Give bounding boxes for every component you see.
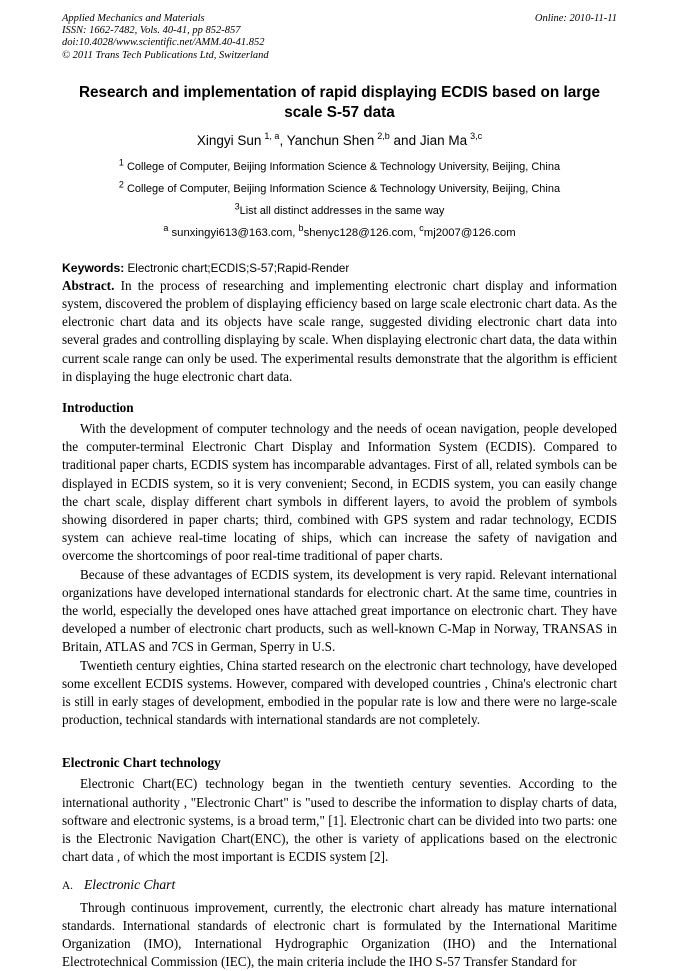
- affiliation-line: [62, 183, 617, 196]
- section-heading-electronic-chart-technology: Electronic Chart technology: [62, 754, 617, 771]
- affiliations-block: [62, 161, 617, 240]
- paragraph: Electronic Chart(EC) technology began in the twentieth century seventies. According to the international authority , "Electronic Chart" is "used to describe the information to display charts of data, software and electronic systems, is a broad term," [1]. Electronic chart can be divided into two parts: one is the Electronic Navigation Chart(ENC), the other is variety of applications based on the electronic chart data , of which the most important is ECDIS system [2].: [62, 775, 617, 866]
- author-name: and Jian Ma: [390, 133, 467, 148]
- affiliation-text: College of Computer, Beijing Information Science & Technology University, Beijing, China: [124, 161, 560, 173]
- abstract-text: In the process of researching and implementing electronic chart display and information system, discovered the problem of displaying efficiency based on large scale electronic chart data. As the electronic chart data and its objects have scale range, suggested dividing electronic chart data into several grades and controlling displaying by scale. When displaying electronic chart data, the data within current scale range can only be used. The experimental results demonstrate that the algorithm is efficient in displaying the huge electronic chart data.: [62, 278, 617, 384]
- email-address: mj2007@126.com: [424, 227, 516, 239]
- author-superscript: 1, a: [264, 131, 279, 141]
- author-superscript: 2,b: [377, 131, 390, 141]
- affiliation-line: [62, 161, 617, 174]
- subsection-heading: [62, 877, 617, 894]
- copyright-line: © 2011 Trans Tech Publications Ltd, Switzerland: [62, 50, 269, 62]
- affiliation-line: [62, 205, 617, 218]
- abstract: [62, 277, 617, 386]
- affiliation-text: List all distinct addresses in the same way: [240, 205, 445, 217]
- issn-line: ISSN: 1662-7482, Vols. 40-41, pp 852-857: [62, 25, 269, 37]
- author-name: Xingyi Sun: [197, 133, 262, 148]
- authors-line: [62, 132, 617, 150]
- journal-header: [62, 13, 617, 62]
- affiliation-superscript: 1: [119, 157, 124, 167]
- email-superscript: c: [419, 223, 424, 233]
- affiliation-superscript: 3: [235, 201, 240, 211]
- subsection-title: Electronic Chart: [84, 877, 175, 892]
- email-address: sunxingyi613@163.com,: [168, 227, 298, 239]
- keywords-line: [62, 261, 617, 276]
- paragraph: Through continuous improvement, currently, the electronic chart already has mature international standards. International standards of electronic chart is formulated by the International Maritime Organization (IMO), International Hydrographic Organization (IHO) and the International Electrotechnical Commission (IEC), the main criteria include the IHO S-57 Transfer Standard for: [62, 899, 617, 971]
- paragraph: With the development of computer technology and the needs of ocean navigation, people developed the computer-terminal Electronic Chart Display and Information System (ECDIS). Compared to traditional paper charts, ECDIS system has incomparable advantages. First of all, related symbols can be displayed in ECDIS system, so it is very convenient; Second, in ECDIS system, you can easily change the chart scale, display different chart symbols in different layers, to avoid the problem of symbols showing disordered in paper charts; third, combined with GPS system and radar technology, ECDIS system can achieve real-time locating of ships, which can increase the safety of navigation and overcome the shortcomings of poor real-time traditional of paper charts.: [62, 420, 617, 566]
- affiliation-text: College of Computer, Beijing Information Science & Technology University, Beijing, China: [124, 183, 560, 195]
- paragraph: Because of these advantages of ECDIS system, its development is very rapid. Relevant international organizations have developed international standards for electronic chart. At the same time, countries in the world, especially the developed ones have attached great importance on electronic chart. They have developed a number of electronic chart products, such as well-known C-Map in Norway, TRANSAS in Britain, ATLAS and 7CS in German, Sperry in U.S.: [62, 566, 617, 657]
- abstract-label: Abstract.: [62, 278, 114, 293]
- keywords-label: Keywords:: [62, 261, 124, 275]
- paper-title: Research and implementation of rapid displaying ECDIS based on large scale S-57 data: [72, 83, 607, 124]
- journal-name: Applied Mechanics and Materials: [62, 13, 269, 25]
- email-line: [62, 226, 617, 240]
- section-heading-introduction: Introduction: [62, 399, 617, 416]
- author-superscript: 3,c: [470, 131, 482, 141]
- affiliation-superscript: 2: [119, 179, 124, 189]
- author-name: , Yanchun Shen: [279, 133, 374, 148]
- subsection-label: A.: [62, 880, 73, 892]
- online-date: Online: 2010-11-11: [535, 13, 617, 25]
- email-superscript: a: [163, 223, 168, 233]
- journal-info-block: [62, 13, 269, 62]
- paragraph: Twentieth century eighties, China started research on the electronic chart technology, have developed some excellent ECDIS systems. However, compared with developed countries , China's electronic chart is still in early stages of development, embodied in the popular rate is low and there were no large-scale production, technical standards with international standards are not completely.: [62, 657, 617, 730]
- doi-line: doi:10.4028/www.scientific.net/AMM.40-41.852: [62, 37, 269, 49]
- email-superscript: b: [299, 223, 304, 233]
- keywords-value: Electronic chart;ECDIS;S-57;Rapid-Render: [124, 262, 349, 275]
- email-address: shenyc128@126.com,: [304, 227, 420, 239]
